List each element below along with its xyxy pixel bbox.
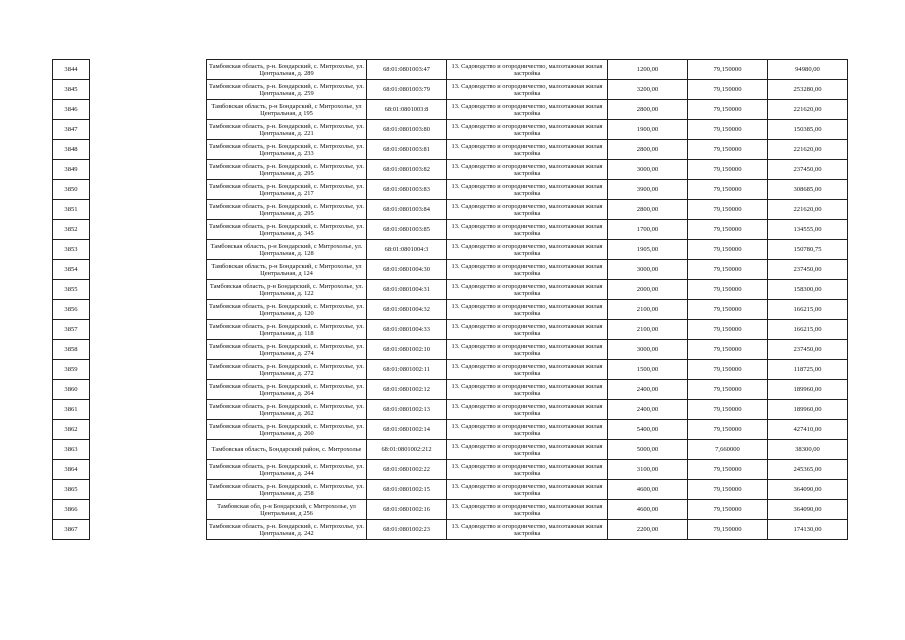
area-cell: 3000,00	[608, 340, 688, 360]
cadastral-number-cell: 68:01:0801002:14	[367, 420, 447, 440]
land-use-cell: 13. Садоводство и огородничество, малоэтажная жилая застройка	[447, 100, 608, 120]
area-cell: 1900,00	[608, 120, 688, 140]
land-use-cell: 13. Садоводство и огородничество, малоэтажная жилая застройка	[447, 160, 608, 180]
cadastral-number-cell: 68:01:0801003:81	[367, 140, 447, 160]
row-number-cell: 3851	[53, 200, 90, 220]
area-cell: 2800,00	[608, 100, 688, 120]
spacer-cell	[90, 180, 207, 200]
cadastral-number-cell: 68:01:0801003:80	[367, 120, 447, 140]
row-number-cell: 3850	[53, 180, 90, 200]
land-use-cell: 13. Садоводство и огородничество, малоэтажная жилая застройка	[447, 60, 608, 80]
cadastral-value-cell: 308685,00	[768, 180, 848, 200]
cadastral-value-cell: 427410,00	[768, 420, 848, 440]
cadastral-value-cell: 364090,00	[768, 480, 848, 500]
spacer-cell	[90, 520, 207, 540]
table-row	[53, 60, 848, 80]
area-cell: 2800,00	[608, 140, 688, 160]
address-cell: Тамбовская область, р-н. Бондарский, с. Митрохолье, ул. Центральная, д. 244	[207, 460, 367, 480]
specific-value-cell: 79,150000	[688, 500, 768, 520]
spacer-cell	[90, 160, 207, 180]
table-row	[53, 260, 848, 280]
area-cell: 5000,00	[608, 440, 688, 460]
cadastral-value-cell: 253280,00	[768, 80, 848, 100]
land-use-cell: 13. Садоводство и огородничество, малоэтажная жилая застройка	[447, 280, 608, 300]
address-cell: Тамбовская область, р-н. Бондарский, с. Митрохолье, ул. Центральная, д. 233	[207, 140, 367, 160]
row-number-cell: 3854	[53, 260, 90, 280]
table-row	[53, 200, 848, 220]
address-cell: Тамбовская область, р-н Бондарский, с Митрохолье, ул. Центральная, д. 128	[207, 240, 367, 260]
row-number-cell: 3865	[53, 480, 90, 500]
land-use-cell: 13. Садоводство и огородничество, малоэтажная жилая застройка	[447, 120, 608, 140]
specific-value-cell: 79,150000	[688, 340, 768, 360]
table-row	[53, 100, 848, 120]
specific-value-cell: 79,150000	[688, 140, 768, 160]
specific-value-cell: 79,150000	[688, 240, 768, 260]
cadastral-number-cell: 68:01:0801002:12	[367, 380, 447, 400]
specific-value-cell: 7,660000	[688, 440, 768, 460]
area-cell: 2100,00	[608, 320, 688, 340]
row-number-cell: 3853	[53, 240, 90, 260]
cadastral-number-cell: 68:01:0801002:15	[367, 480, 447, 500]
table-row	[53, 280, 848, 300]
land-use-cell: 13. Садоводство и огородничество, малоэтажная жилая застройка	[447, 240, 608, 260]
cadastral-value-cell: 150780,75	[768, 240, 848, 260]
spacer-cell	[90, 400, 207, 420]
specific-value-cell: 79,150000	[688, 120, 768, 140]
specific-value-cell: 79,150000	[688, 160, 768, 180]
row-number-cell: 3864	[53, 460, 90, 480]
cadastral-number-cell: 68:01:0801003:85	[367, 220, 447, 240]
address-cell: Тамбовская область, р-н. Бондарский, с. Митрохолье, ул. Центральная, д. 295	[207, 160, 367, 180]
cadastral-value-cell: 221620,00	[768, 200, 848, 220]
address-cell: Тамбовская область, р-н Бондарский, с. Митрохолье, ул. Центральная, д. 122	[207, 280, 367, 300]
area-cell: 5400,00	[608, 420, 688, 440]
specific-value-cell: 79,150000	[688, 300, 768, 320]
row-number-cell: 3857	[53, 320, 90, 340]
address-cell: Тамбовская область, р-н. Бондарский, с. Митрохолье, ул. Центральная, д. 272	[207, 360, 367, 380]
row-number-cell: 3847	[53, 120, 90, 140]
row-number-cell: 3866	[53, 500, 90, 520]
cadastral-value-cell: 158300,00	[768, 280, 848, 300]
spacer-cell	[90, 260, 207, 280]
specific-value-cell: 79,150000	[688, 320, 768, 340]
cadastral-number-cell: 68:01:0801004:31	[367, 280, 447, 300]
area-cell: 2400,00	[608, 400, 688, 420]
specific-value-cell: 79,150000	[688, 520, 768, 540]
land-use-cell: 13. Садоводство и огородничество, малоэтажная жилая застройка	[447, 380, 608, 400]
cadastral-number-cell: 68:01:0801004:33	[367, 320, 447, 340]
address-cell: Тамбовская область, р-н. Бондарский, с. Митрохолье, ул. Центральная, д. 345	[207, 220, 367, 240]
area-cell: 1700,00	[608, 220, 688, 240]
row-number-cell: 3867	[53, 520, 90, 540]
land-use-cell: 13. Садоводство и огородничество, малоэтажная жилая застройка	[447, 460, 608, 480]
row-number-cell: 3858	[53, 340, 90, 360]
table-row	[53, 420, 848, 440]
land-use-cell: 13. Садоводство и огородничество, малоэтажная жилая застройка	[447, 400, 608, 420]
address-cell: Тамбовская область, р-н. Бондарский, с. Митрохолье, ул. Центральная, д. 118	[207, 320, 367, 340]
address-cell: Тамбовская область, Бондарский район, с. Митрохолье	[207, 440, 367, 460]
table-body	[53, 60, 848, 540]
cadastral-value-cell: 237450,00	[768, 260, 848, 280]
area-cell: 4600,00	[608, 500, 688, 520]
specific-value-cell: 79,150000	[688, 280, 768, 300]
table-row	[53, 320, 848, 340]
specific-value-cell: 79,150000	[688, 220, 768, 240]
spacer-cell	[90, 340, 207, 360]
table-row	[53, 400, 848, 420]
area-cell: 2400,00	[608, 380, 688, 400]
spacer-cell	[90, 280, 207, 300]
area-cell: 3200,00	[608, 80, 688, 100]
table-row	[53, 380, 848, 400]
land-use-cell: 13. Садоводство и огородничество, малоэтажная жилая застройка	[447, 200, 608, 220]
cadastral-value-cell: 221620,00	[768, 100, 848, 120]
cadastral-number-cell: 68:01:0801002:22	[367, 460, 447, 480]
table-row	[53, 180, 848, 200]
area-cell: 4600,00	[608, 480, 688, 500]
table-row	[53, 500, 848, 520]
specific-value-cell: 79,150000	[688, 420, 768, 440]
area-cell: 1200,00	[608, 60, 688, 80]
table-row	[53, 220, 848, 240]
spacer-cell	[90, 500, 207, 520]
cadastral-value-cell: 150385,00	[768, 120, 848, 140]
address-cell: Тамбовская область, р-н. Бондарский, с. Митрохолье, ул. Центральная, д. 264	[207, 380, 367, 400]
area-cell: 3100,00	[608, 460, 688, 480]
cadastral-value-cell: 364090,00	[768, 500, 848, 520]
cadastral-value-cell: 174130,00	[768, 520, 848, 540]
row-number-cell: 3848	[53, 140, 90, 160]
spacer-cell	[90, 300, 207, 320]
land-use-cell: 13. Садоводство и огородничество, малоэтажная жилая застройка	[447, 140, 608, 160]
row-number-cell: 3863	[53, 440, 90, 460]
table-row	[53, 120, 848, 140]
row-number-cell: 3849	[53, 160, 90, 180]
spacer-cell	[90, 240, 207, 260]
cadastral-number-cell: 68:01:0801002:10	[367, 340, 447, 360]
address-cell: Тамбовская область, р-н. Бондарский, с. Митрохолье, ул. Центральная, д. 242	[207, 520, 367, 540]
land-use-cell: 13. Садоводство и огородничество, малоэтажная жилая застройка	[447, 480, 608, 500]
cadastral-value-cell: 237450,00	[768, 340, 848, 360]
land-use-cell: 13. Садоводство и огородничество, малоэтажная жилая застройка	[447, 340, 608, 360]
table-row	[53, 360, 848, 380]
land-register-sheet	[52, 59, 847, 540]
row-number-cell: 3846	[53, 100, 90, 120]
cadastral-number-cell: 68:01:0801002:23	[367, 520, 447, 540]
area-cell: 3000,00	[608, 260, 688, 280]
cadastral-value-cell: 221620,00	[768, 140, 848, 160]
table-row	[53, 80, 848, 100]
cadastral-value-cell: 166215,00	[768, 320, 848, 340]
specific-value-cell: 79,150000	[688, 400, 768, 420]
specific-value-cell: 79,150000	[688, 260, 768, 280]
row-number-cell: 3859	[53, 360, 90, 380]
spacer-cell	[90, 320, 207, 340]
table-row	[53, 300, 848, 320]
specific-value-cell: 79,150000	[688, 360, 768, 380]
table-row	[53, 160, 848, 180]
cadastral-value-cell: 94980,00	[768, 60, 848, 80]
specific-value-cell: 79,150000	[688, 60, 768, 80]
specific-value-cell: 79,150000	[688, 380, 768, 400]
table-row	[53, 440, 848, 460]
row-number-cell: 3852	[53, 220, 90, 240]
cadastral-value-cell: 189960,00	[768, 380, 848, 400]
cadastral-number-cell: 68:01:0801002:13	[367, 400, 447, 420]
address-cell: Тамбовская область, р-н Бондарский, с Митрохолье, ул Центральная, д 195	[207, 100, 367, 120]
land-use-cell: 13. Садоводство и огородничество, малоэтажная жилая застройка	[447, 180, 608, 200]
cadastral-value-cell: 134555,00	[768, 220, 848, 240]
cadastral-number-cell: 68:01:0801004:3	[367, 240, 447, 260]
land-use-cell: 13. Садоводство и огородничество, малоэтажная жилая застройка	[447, 420, 608, 440]
land-use-cell: 13. Садоводство и огородничество, малоэтажная жилая застройка	[447, 440, 608, 460]
address-cell: Тамбовская область, р-н. Бондарский, с. Митрохолье, ул. Центральная, д. 274	[207, 340, 367, 360]
land-use-cell: 13. Садоводство и огородничество, малоэтажная жилая застройка	[447, 80, 608, 100]
area-cell: 2200,00	[608, 520, 688, 540]
specific-value-cell: 79,150000	[688, 80, 768, 100]
spacer-cell	[90, 420, 207, 440]
cadastral-value-cell: 245365,00	[768, 460, 848, 480]
table-row	[53, 140, 848, 160]
specific-value-cell: 79,150000	[688, 100, 768, 120]
cadastral-value-cell: 189960,00	[768, 400, 848, 420]
address-cell: Тамбовская область, р-н. Бондарский, с. Митрохолье, ул. Центральная, д. 262	[207, 400, 367, 420]
address-cell: Тамбовская область, р-н. Бондарский, с. Митрохолье, ул. Центральная, д. 295	[207, 200, 367, 220]
row-number-cell: 3856	[53, 300, 90, 320]
address-cell: Тамбовская область, р-н. Бондарский, с. Митрохолье, ул. Центральная, д. 259	[207, 80, 367, 100]
cadastral-number-cell: 68:01:0801002:16	[367, 500, 447, 520]
cadastral-number-cell: 68:01:0801003:84	[367, 200, 447, 220]
address-cell: Тамбовская область, р-н Бондарский, с Митрохолье, ул Центральная, д 124	[207, 260, 367, 280]
cadastral-number-cell: 68:01:0801003:47	[367, 60, 447, 80]
land-use-cell: 13. Садоводство и огородничество, малоэтажная жилая застройка	[447, 320, 608, 340]
land-use-cell: 13. Садоводство и огородничество, малоэтажная жилая застройка	[447, 500, 608, 520]
spacer-cell	[90, 140, 207, 160]
land-use-cell: 13. Садоводство и огородничество, малоэтажная жилая застройка	[447, 220, 608, 240]
spacer-cell	[90, 480, 207, 500]
cadastral-number-cell: 68:01:0801003:79	[367, 80, 447, 100]
specific-value-cell: 79,150000	[688, 480, 768, 500]
cadastral-value-cell: 118725,00	[768, 360, 848, 380]
row-number-cell: 3862	[53, 420, 90, 440]
specific-value-cell: 79,150000	[688, 460, 768, 480]
row-number-cell: 3844	[53, 60, 90, 80]
address-cell: Тамбовская область, р-н. Бондарский, с. Митрохолье, ул. Центральная, д. 221	[207, 120, 367, 140]
land-register-table	[52, 59, 848, 540]
area-cell: 2800,00	[608, 200, 688, 220]
cadastral-value-cell: 237450,00	[768, 160, 848, 180]
area-cell: 3000,00	[608, 160, 688, 180]
cadastral-number-cell: 68:01:0801003:83	[367, 180, 447, 200]
area-cell: 1905,00	[608, 240, 688, 260]
table-row	[53, 460, 848, 480]
spacer-cell	[90, 360, 207, 380]
cadastral-number-cell: 68:01:0801002:212	[367, 440, 447, 460]
spacer-cell	[90, 80, 207, 100]
table-row	[53, 240, 848, 260]
land-use-cell: 13. Садоводство и огородничество, малоэтажная жилая застройка	[447, 360, 608, 380]
row-number-cell: 3845	[53, 80, 90, 100]
land-use-cell: 13. Садоводство и огородничество, малоэтажная жилая застройка	[447, 300, 608, 320]
table-row	[53, 480, 848, 500]
land-use-cell: 13. Садоводство и огородничество, малоэтажная жилая застройка	[447, 260, 608, 280]
area-cell: 2100,00	[608, 300, 688, 320]
address-cell: Тамбовская область, р-н. Бондарский, с. Митрохолье, ул. Центральная, д. 258	[207, 480, 367, 500]
table-row	[53, 520, 848, 540]
spacer-cell	[90, 60, 207, 80]
area-cell: 3900,00	[608, 180, 688, 200]
table-row	[53, 340, 848, 360]
spacer-cell	[90, 440, 207, 460]
spacer-cell	[90, 120, 207, 140]
land-use-cell: 13. Садоводство и огородничество, малоэтажная жилая застройка	[447, 520, 608, 540]
specific-value-cell: 79,150000	[688, 180, 768, 200]
spacer-cell	[90, 200, 207, 220]
cadastral-number-cell: 68:01:0801003:82	[367, 160, 447, 180]
row-number-cell: 3860	[53, 380, 90, 400]
row-number-cell: 3855	[53, 280, 90, 300]
cadastral-number-cell: 68:01:0801003:8	[367, 100, 447, 120]
row-number-cell: 3861	[53, 400, 90, 420]
address-cell: Тамбовская область, р-н. Бондарский, с. Митрохолье, ул. Центральная, д. 260	[207, 420, 367, 440]
cadastral-value-cell: 166215,00	[768, 300, 848, 320]
cadastral-value-cell: 38300,00	[768, 440, 848, 460]
cadastral-number-cell: 68:01:0801004:32	[367, 300, 447, 320]
area-cell: 1500,00	[608, 360, 688, 380]
address-cell: Тамбовская область, р-н. Бондарский, с. Митрохолье, ул. Центральная, д. 217	[207, 180, 367, 200]
address-cell: Тамбовская обл, р-н Бондарский, с Митрохолье, ул Центральная, д 256	[207, 500, 367, 520]
address-cell: Тамбовская область, р-н. Бондарский, с. Митрохолье, ул. Центральная, д. 120	[207, 300, 367, 320]
cadastral-number-cell: 68:01:0801002:11	[367, 360, 447, 380]
address-cell: Тамбовская область, р-н. Бондарский, с. Митрохолье, ул. Центральная, д. 289	[207, 60, 367, 80]
specific-value-cell: 79,150000	[688, 200, 768, 220]
spacer-cell	[90, 460, 207, 480]
cadastral-number-cell: 68:01:0801004:30	[367, 260, 447, 280]
spacer-cell	[90, 220, 207, 240]
spacer-cell	[90, 100, 207, 120]
spacer-cell	[90, 380, 207, 400]
area-cell: 2000,00	[608, 280, 688, 300]
